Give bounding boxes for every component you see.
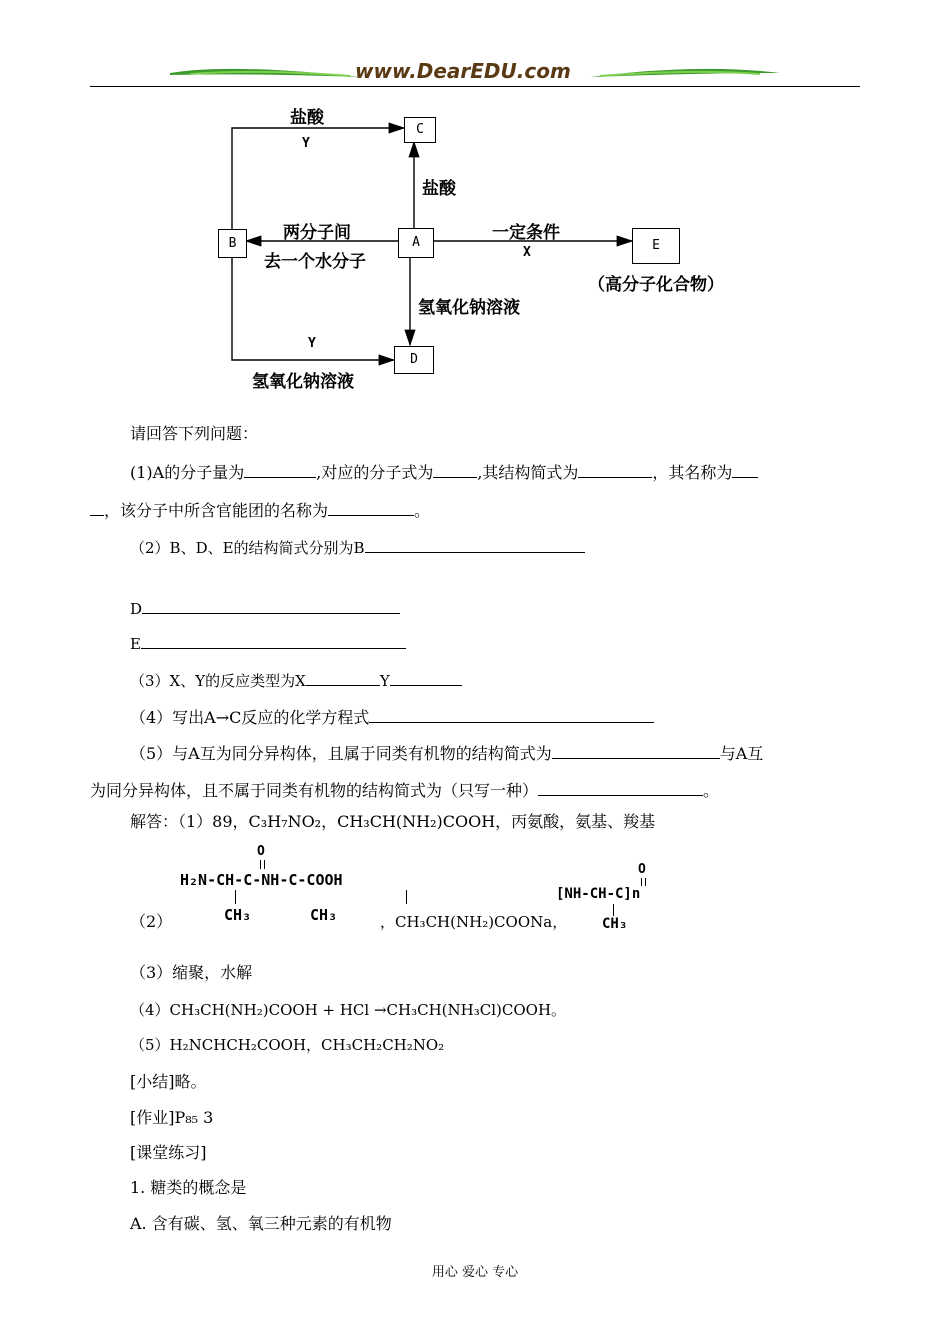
structure-e: O [NH-CH-C]n CH₃: [556, 862, 646, 932]
label-a-to-b-bottom: 去一个水分子: [264, 252, 366, 272]
summary: [小结]略。: [130, 1072, 207, 1091]
answer-2-middle: ，CH₃CH(NH₂)COONa，: [380, 913, 568, 931]
label-a-to-c-reagent: 盐酸: [422, 179, 456, 199]
node-a: A: [398, 228, 434, 258]
structure-b-ch3-2: CH₃: [310, 906, 338, 924]
homework: [作业]P₈₅ 3: [130, 1108, 214, 1127]
questions: [90, 424, 865, 804]
question-2: （2）B、D、E的结构简式分别为B: [130, 536, 585, 558]
node-b: B: [218, 229, 247, 258]
label-b-to-d-type: Y: [308, 336, 316, 351]
node-e: E: [632, 228, 680, 264]
label-b-to-d-reagent: 氢氧化钠溶液: [252, 372, 354, 392]
answer-4: （4）CH₃CH(NH₂)COOH + HCl →CH₃CH(NH₃Cl)COOH。: [130, 1001, 567, 1019]
question-5-cont: 为同分异构体，且不属于同类有机物的结构简式为（只写一种） 。: [90, 781, 720, 800]
questions-intro: 请回答下列问题：: [130, 424, 259, 443]
question-3: （3）X、Y的反应类型为X Y: [130, 669, 462, 691]
page-footer: 用心 爱心 专心: [431, 1265, 519, 1280]
question-1-cont: ，该分子中所含官能团的名称为 。: [90, 499, 430, 521]
question-2-e: E: [130, 632, 406, 654]
question-4: （4）写出A→C反应的化学方程式: [130, 706, 654, 728]
practice-heading: [课堂练习]: [130, 1143, 207, 1162]
answer-5: （5）H₂NCHCH₂COOH，CH₃CH₂CH₂NO₂: [130, 1036, 445, 1054]
label-a-to-e-type: X: [523, 245, 531, 260]
label-b-to-c-type: Y: [302, 136, 310, 151]
label-a-to-b-top: 两分子间: [283, 223, 351, 243]
label-a-to-d-reagent: 氢氧化钠溶液: [418, 298, 520, 318]
answer-2-label: （2）: [130, 912, 173, 931]
question-5: （5）与A互为同分异构体，且属于同类有机物的结构简式为 与A互: [130, 744, 764, 763]
question-1: (1)A的分子量为 ,对应的分子式为 ,其结构简式为 ，其名称为: [130, 461, 758, 483]
question-2-d: D: [130, 597, 400, 619]
practice-question-1: 1. 糖类的概念是: [130, 1178, 247, 1197]
reaction-diagram: [0, 0, 950, 400]
node-c: C: [404, 117, 436, 143]
answer-3: （3）缩聚，水解: [130, 963, 253, 982]
practice-option-a: A. 含有碳、氢、氧三种元素的有机物: [130, 1214, 392, 1233]
label-b-to-c-reagent: 盐酸: [290, 108, 324, 128]
site-logo: www.DearEDU.com: [355, 59, 571, 83]
answer-1: 解答：（1）89，C₃H₇NO₂，CH₃CH(NH₂)COOH，丙氨酸，氨基、羧基: [130, 812, 656, 831]
diagram-lines: [0, 0, 950, 400]
label-e-note: （高分子化合物）: [588, 275, 724, 295]
structure-b: O H₂N-CH-C-NH-C-COOH CH₃: [180, 844, 390, 928]
answers: [90, 812, 865, 1252]
node-d: D: [394, 346, 434, 374]
label-a-to-e-condition: 一定条件: [492, 223, 560, 243]
